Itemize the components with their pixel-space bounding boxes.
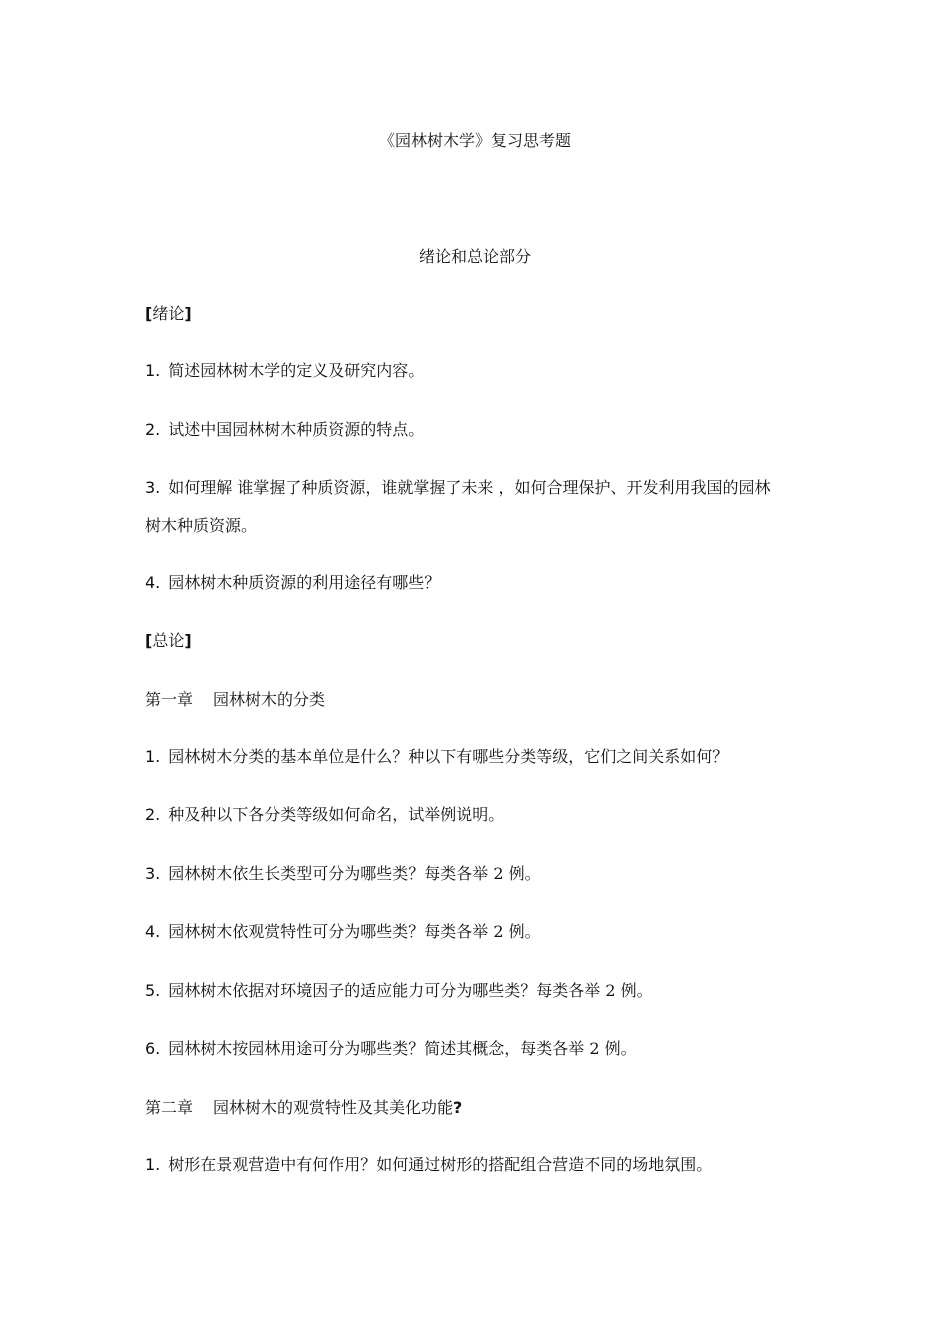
- intro-item-1: [145, 361, 424, 381]
- intro-heading: [145, 304, 192, 324]
- item-number: 3.: [145, 478, 161, 497]
- chapter-1-heading: [145, 690, 325, 710]
- intro-item-4: [145, 573, 440, 593]
- item-text: 园林树木分类的基本单位是什么？种以下有哪些分类等级，它们之间关系如何？: [168, 747, 729, 766]
- item-number: 2.: [145, 420, 161, 439]
- item-text: 种及种以下各分类等级如何命名，试举例说明。: [168, 805, 505, 824]
- chapter-label: 第一章: [145, 690, 194, 709]
- open-bracket: [: [145, 304, 153, 323]
- item-number: 1.: [145, 1155, 161, 1174]
- general-heading: [145, 631, 192, 651]
- open-bracket: [: [145, 631, 153, 650]
- intro-heading-text: 绪论: [152, 304, 185, 323]
- item-text: 试述中国园林树木种质资源的特点。: [168, 420, 425, 439]
- chapter-label: 第二章: [145, 1098, 194, 1117]
- document-title: 《园林树木学》复习思考题: [378, 131, 571, 150]
- item-number: 5.: [145, 981, 161, 1000]
- close-bracket: ]: [184, 631, 192, 650]
- item-number: 1.: [145, 747, 161, 766]
- chapter-1-item-6: [145, 1039, 637, 1059]
- chapter-1-item-4: [145, 922, 541, 942]
- chapter-1-item-2: [145, 805, 504, 825]
- item-number: 6.: [145, 1039, 161, 1058]
- item-number: 2.: [145, 805, 161, 824]
- item-text: 园林树木依观赏特性可分为哪些类？每类各举 2 例。: [168, 922, 541, 941]
- item-number: 3.: [145, 864, 161, 883]
- close-bracket: ]: [184, 304, 192, 323]
- chapter-title-mark: ?: [453, 1098, 463, 1117]
- item-number: 4.: [145, 573, 161, 592]
- intro-item-3-continuation: 树木种质资源。: [145, 516, 258, 535]
- intro-item-3: [145, 478, 770, 498]
- item-text: 园林树木依据对环境因子的适应能力可分为哪些类？每类各举 2 例。: [168, 981, 653, 1000]
- item-text: 园林树木依生长类型可分为哪些类？每类各举 2 例。: [168, 864, 541, 883]
- item-text: 树形在景观营造中有何作用？如何通过树形的搭配组合营造不同的场地氛围。: [168, 1155, 713, 1174]
- general-heading-text: 总论: [152, 631, 185, 650]
- item-text: 如何理解 谁掌握了种质资源，谁就掌握了未来 ，如何合理保护、开发利用我国的园林: [168, 478, 771, 497]
- chapter-1-item-3: [145, 864, 541, 884]
- chapter-1-item-1: [145, 747, 728, 767]
- item-text: 简述园林树木学的定义及研究内容。: [168, 361, 425, 380]
- section-heading: 绪论和总论部分: [418, 247, 531, 266]
- item-number: 4.: [145, 922, 161, 941]
- chapter-2-item-1: [145, 1155, 712, 1175]
- chapter-title: 园林树木的观赏特性及其美化功能: [213, 1098, 454, 1117]
- item-number: 1.: [145, 361, 161, 380]
- item-text: 园林树木种质资源的利用途径有哪些？: [168, 573, 441, 592]
- intro-item-2: [145, 420, 424, 440]
- item-text: 园林树木按园林用途可分为哪些类？简述其概念，每类各举 2 例。: [168, 1039, 637, 1058]
- chapter-1-item-5: [145, 981, 653, 1001]
- chapter-title: 园林树木的分类: [213, 690, 326, 709]
- chapter-2-heading: [145, 1098, 462, 1118]
